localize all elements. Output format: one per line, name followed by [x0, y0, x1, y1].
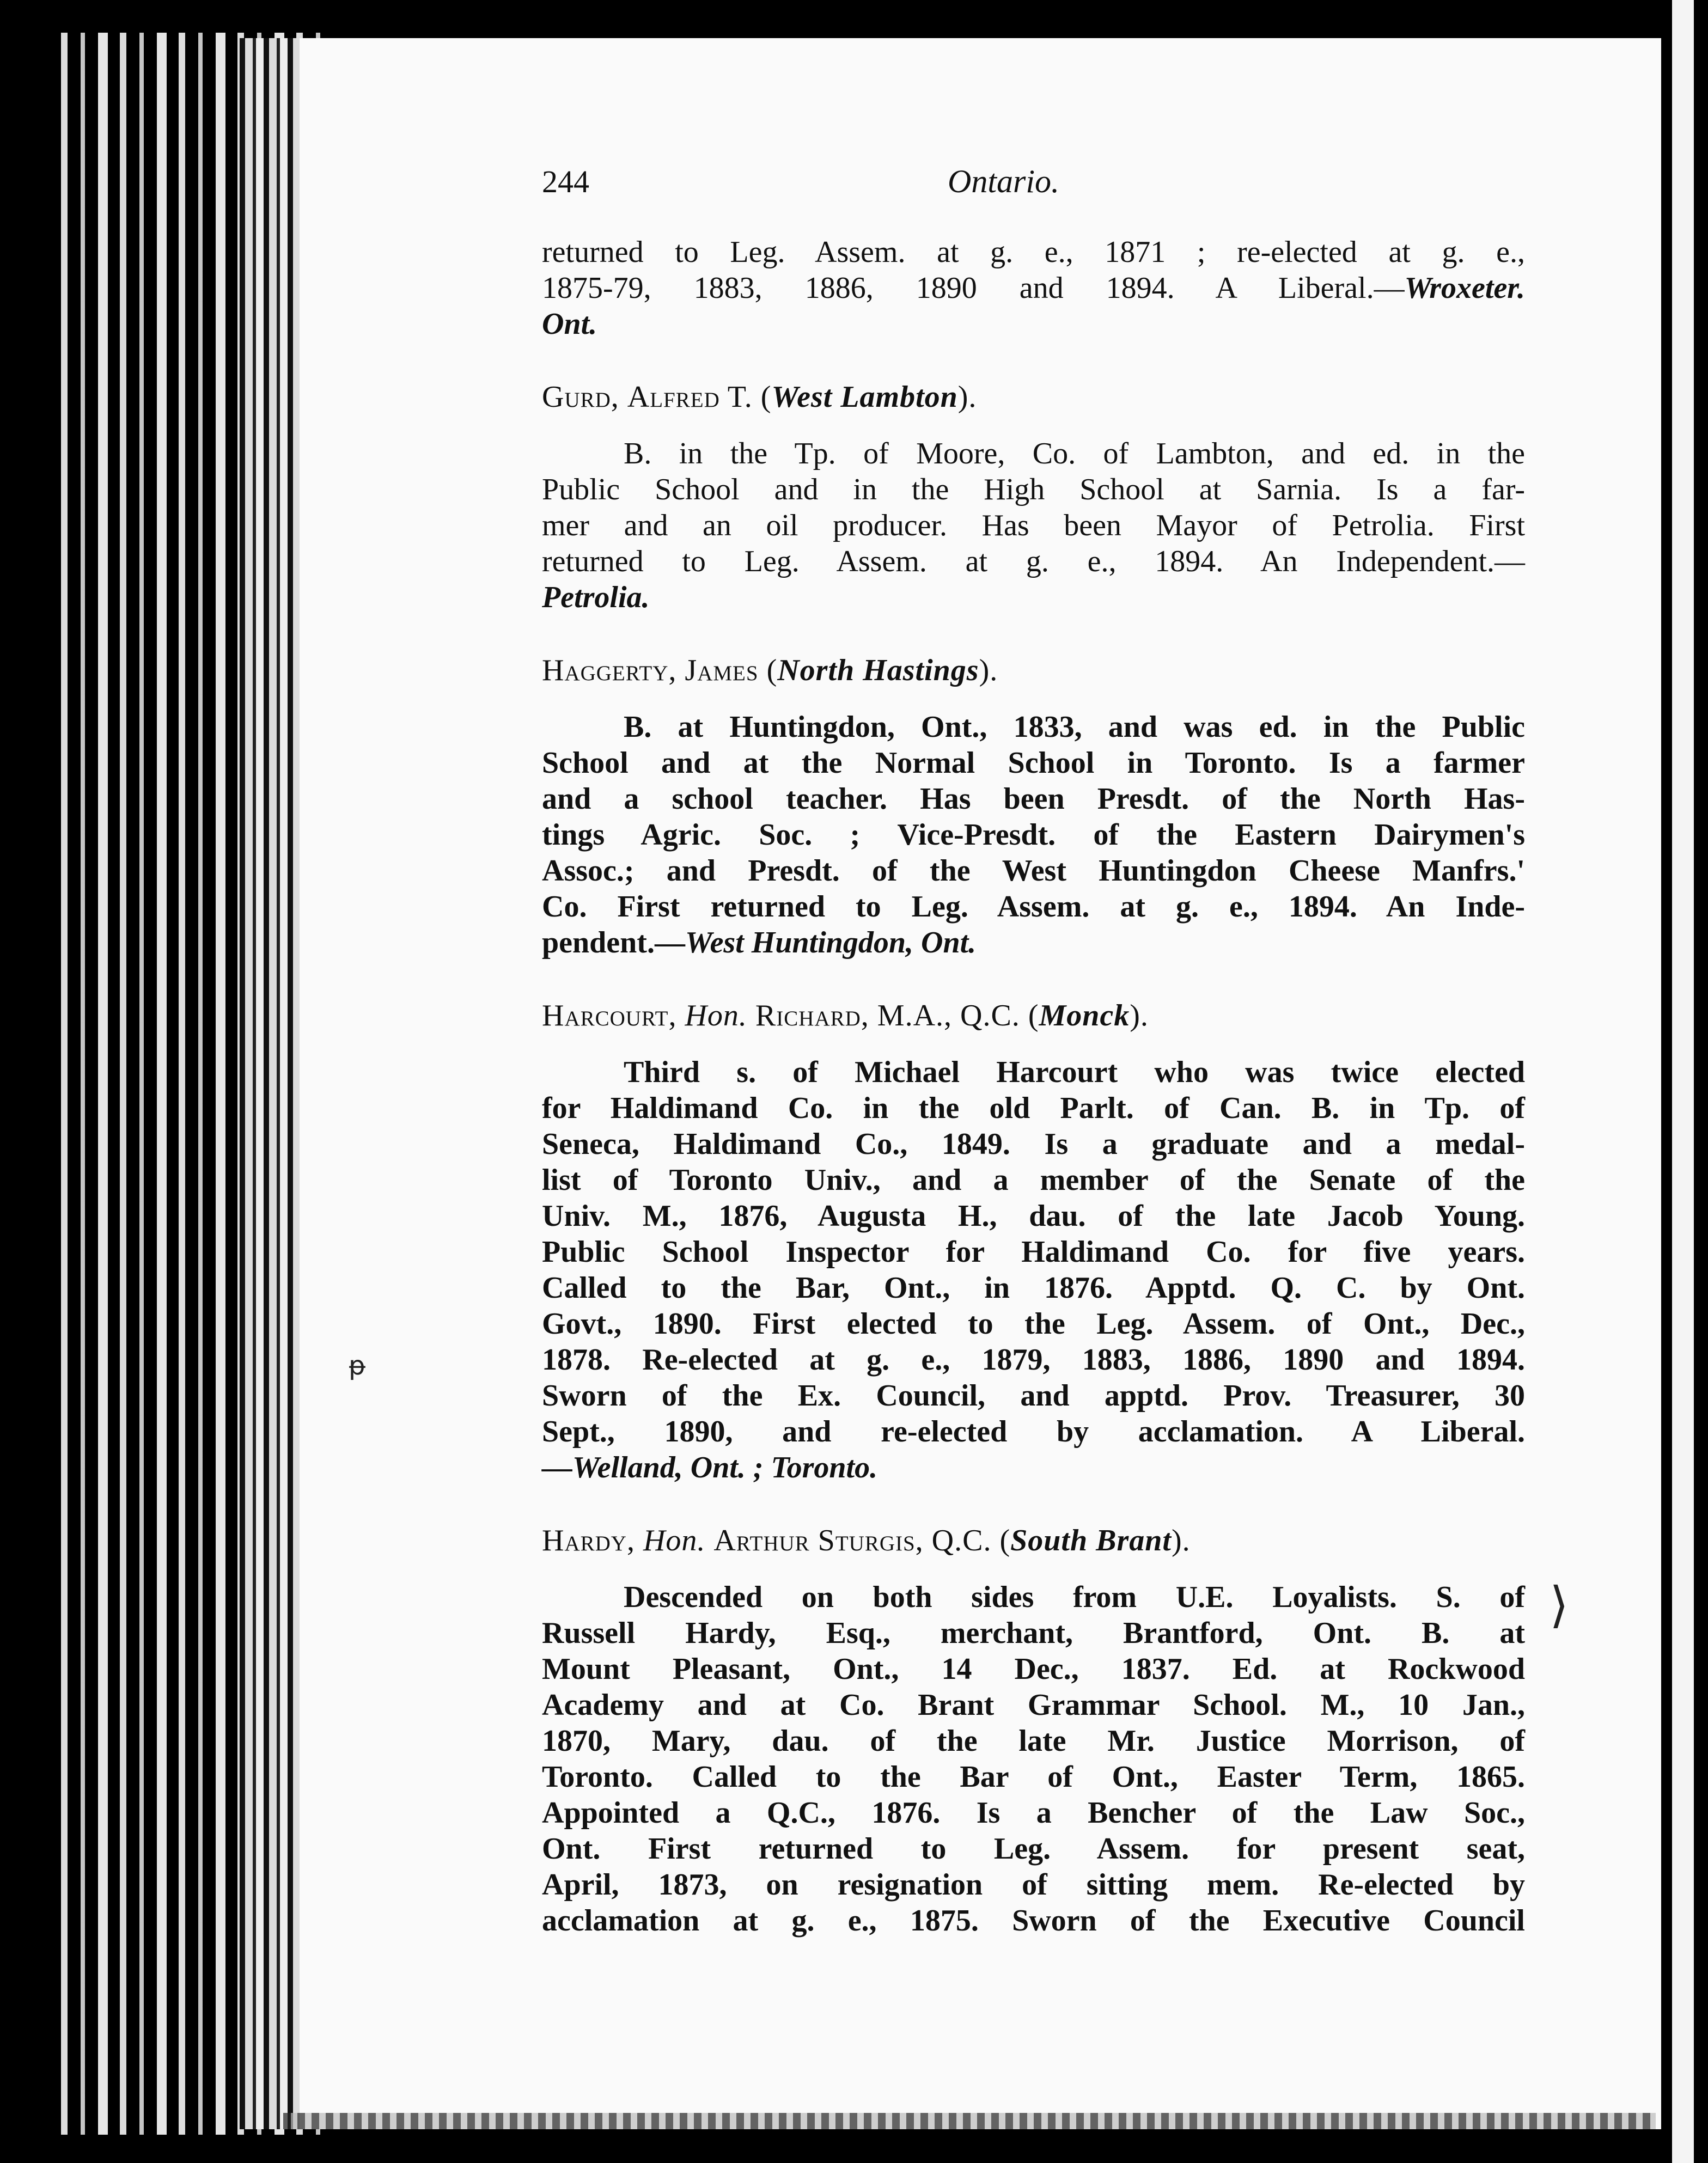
text-line: returned to Leg. Assem. at g. e., 1894. An Independent.—	[542, 545, 1525, 578]
text-line: Appointed a Q.C., 1876. Is a Bencher of the Law Soc.,	[542, 1796, 1525, 1830]
text-line: Public School and in the High School at Sarnia. Is a far-	[542, 473, 1525, 506]
text-line: mer and an oil producer. Has been Mayor of Petrolia. First	[542, 509, 1525, 542]
riding: Monck	[1039, 999, 1130, 1032]
given-name: James	[685, 653, 759, 687]
text-line: Seneca, Haldimand Co., 1849. Is a graduate and a medal-	[542, 1127, 1525, 1161]
entry-hardy	[542, 1523, 1525, 1939]
text-line: Sworn of the Ex. Council, and apptd. Prov. Treasurer, 30	[542, 1379, 1525, 1413]
entry-heading: Hardy, Hon. Arthur Sturgis, Q.C. (South Brant).	[542, 1524, 1191, 1557]
riding: North Hastings	[777, 653, 979, 687]
page-number: 244	[542, 164, 589, 199]
honours: M.A., Q.C.	[877, 999, 1020, 1032]
honorific: Hon.	[643, 1524, 706, 1557]
residence: West Huntingdon, Ont.	[685, 926, 977, 960]
entry-heading: Harcourt, Hon. Richard, M.A., Q.C. (Monck).	[542, 999, 1149, 1032]
continuation-entry	[542, 234, 1525, 342]
surname: Harcourt	[542, 999, 669, 1032]
text-line: Mount Pleasant, Ont., 14 Dec., 1837. Ed. at Rockwood	[542, 1652, 1525, 1686]
residence: Ont.	[542, 307, 597, 341]
running-head: Ontario.	[948, 163, 1060, 199]
text-line: Assoc.; and Presdt. of the West Huntingdon Cheese Manfrs.'	[542, 854, 1525, 888]
text-line: list of Toronto Univ., and a member of the Senate of the	[542, 1163, 1525, 1197]
surname: Haggerty	[542, 653, 669, 687]
surname: Gurd	[542, 380, 611, 414]
text-line: Sept., 1890, and re-elected by acclamation. A Liberal.	[542, 1415, 1525, 1449]
text-line: Third s. of Michael Harcourt who was twice elected	[624, 1055, 1525, 1089]
honours: Q.C.	[931, 1524, 992, 1557]
margin-bracket-right: ⟩	[1550, 1577, 1569, 1634]
entry-haggerty	[542, 652, 1525, 961]
text-line: acclamation at g. e., 1875. Sworn of the Executive Council	[542, 1904, 1525, 1938]
text-line: Descended on both sides from U.E. Loyalists. S. of	[624, 1580, 1525, 1614]
text-line: Called to the Bar, Ont., in 1876. Apptd. Q. C. by Ont.	[542, 1271, 1525, 1305]
text-line: Co. First returned to Leg. Assem. at g. e., 1894. An Inde-	[542, 890, 1525, 924]
given-name: Richard	[755, 999, 861, 1032]
text-fragment: pendent.—	[542, 926, 685, 960]
entry-heading: Haggerty, James (North Hastings).	[542, 653, 998, 687]
text-line	[542, 270, 1525, 306]
right-page-edge	[1672, 0, 1694, 2163]
residence: Wroxeter.	[1404, 271, 1525, 305]
entry-harcourt	[542, 998, 1525, 1486]
margin-mark-left: ᵽ	[349, 1351, 367, 1381]
residence: —Welland, Ont. ; Toronto.	[542, 1451, 878, 1484]
residence: Petrolia.	[542, 581, 650, 614]
text-line: Ont. First returned to Leg. Assem. for present seat,	[542, 1832, 1525, 1866]
text-line	[542, 925, 1525, 961]
text-line: Public School Inspector for Haldimand Co. for five years.	[542, 1235, 1525, 1269]
riding: South Brant	[1010, 1524, 1172, 1557]
bottom-page-edge	[283, 2113, 1656, 2129]
entry-heading: Gurd, Alfred T. (West Lambton).	[542, 380, 977, 414]
surname: Hardy	[542, 1524, 627, 1557]
text-line: B. in the Tp. of Moore, Co. of Lambton, and ed. in the	[624, 437, 1525, 471]
text-line: returned to Leg. Assem. at g. e., 1871 ; re-elected at g. e.,	[542, 235, 1525, 269]
text-line: Academy and at Co. Brant Grammar School. M., 10 Jan.,	[542, 1688, 1525, 1722]
text-line: for Haldimand Co. in the old Parlt. of Can. B. in Tp. of	[542, 1091, 1525, 1125]
riding: West Lambton	[771, 380, 958, 414]
text-line: April, 1873, on resignation of sitting mem. Re-elected by	[542, 1868, 1525, 1902]
text-line: Russell Hardy, Esq., merchant, Brantford, Ont. B. at	[542, 1616, 1525, 1650]
text-line: 1870, Mary, dau. of the late Mr. Justice Morrison, of	[542, 1724, 1525, 1758]
text-line: Univ. M., 1876, Augusta H., dau. of the late Jacob Young.	[542, 1199, 1525, 1233]
text-line: tings Agric. Soc. ; Vice-Presdt. of the Eastern Dairymen's	[542, 818, 1525, 852]
page-header	[542, 163, 1525, 212]
text-line: Toronto. Called to the Bar of Ont., Easter Term, 1865.	[542, 1760, 1525, 1794]
entry-gurd	[542, 379, 1525, 615]
text-line: B. at Huntingdon, Ont., 1833, and was ed. in the Public	[624, 710, 1525, 744]
given-name: Alfred T.	[627, 380, 753, 414]
text-line: Govt., 1890. First elected to the Leg. Assem. of Ont., Dec.,	[542, 1307, 1525, 1341]
text-line: and a school teacher. Has been Presdt. of the North Has-	[542, 782, 1525, 816]
honorific: Hon.	[685, 999, 747, 1032]
text-fragment: 1875-79, 1883, 1886, 1890 and 1894. A Liberal.—	[542, 271, 1405, 305]
text-line: School and at the Normal School in Toronto. Is a farmer	[542, 746, 1525, 780]
binding-gutter	[240, 38, 300, 2129]
given-name: Arthur Sturgis	[713, 1524, 916, 1557]
page-text	[542, 163, 1525, 1939]
text-line: 1878. Re-elected at g. e., 1879, 1883, 1886, 1890 and 1894.	[542, 1343, 1525, 1377]
